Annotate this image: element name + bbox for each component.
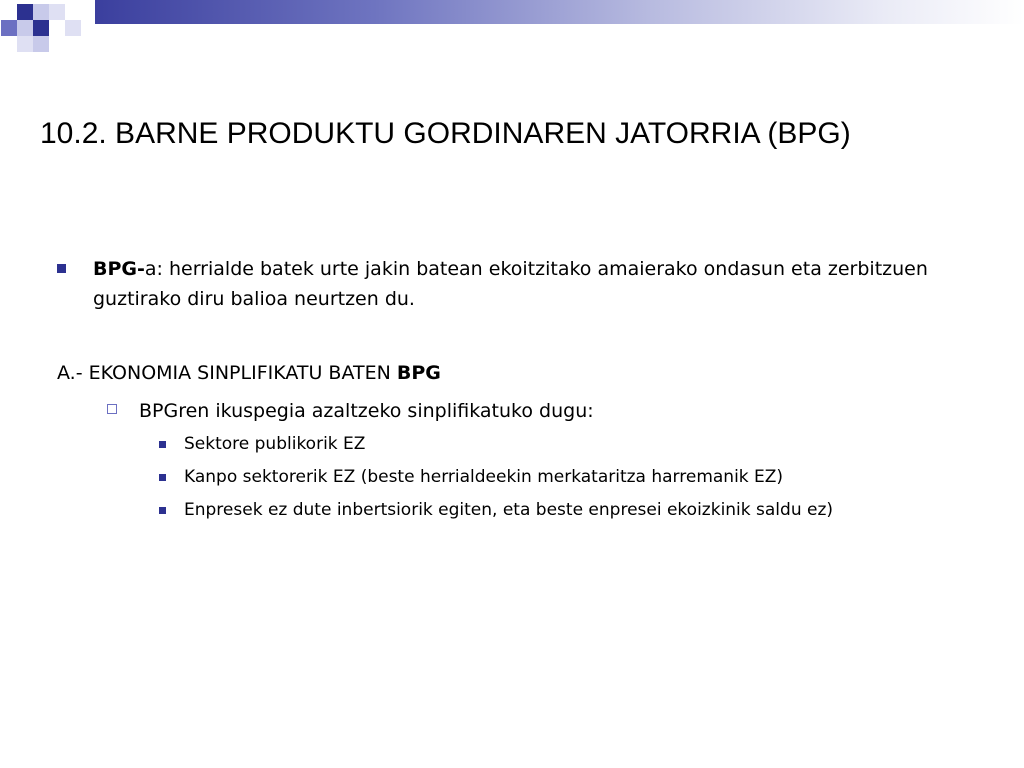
slide-title: 10.2. BARNE PRODUKTU GORDINAREN JATORRIA (BPG) [40, 117, 851, 150]
sub-bullet: BPGren ikuspegia azaltzeko sinplifikatuko dugu: [139, 400, 594, 422]
section-a-bold: BPG [396, 362, 441, 384]
hollow-square-bullet-icon [107, 404, 117, 414]
small-square-bullet-icon [159, 474, 166, 481]
term-bpg: BPG- [93, 258, 145, 280]
small-square-bullet-icon [159, 441, 166, 448]
square-bullet-icon [57, 264, 66, 273]
section-a-heading [57, 358, 441, 388]
definition-bullet [93, 254, 973, 314]
list-item: Sektore publikorik EZ [184, 434, 366, 454]
list-item: Kanpo sektorerik EZ (beste herrialdeekin merkataritza harremanik EZ) [184, 467, 784, 487]
section-a-prefix: A.- EKONOMIA SINPLIFIKATU BATEN [57, 362, 397, 384]
small-square-bullet-icon [159, 507, 166, 514]
list-item: Enpresek ez dute inbertsiorik egiten, eta beste enpresei ekoizkinik saldu ez) [184, 500, 834, 520]
definition-text: a: herrialde batek urte jakin batean ekoitzitako amaierako ondasun eta zerbitzuen guztirako diru balioa neurtzen du. [93, 258, 928, 310]
